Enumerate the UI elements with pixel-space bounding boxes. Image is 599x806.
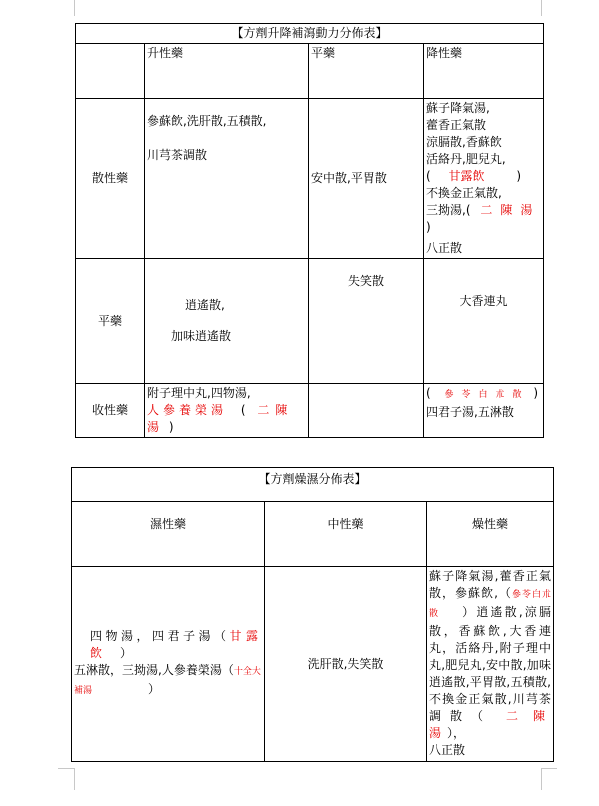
crop-mark-top-left-v (74, 0, 75, 16)
table-ascend-descend (75, 23, 544, 438)
paren-close: ) (426, 220, 431, 234)
cell-text: 藿香正氣散 (426, 118, 487, 132)
formula-red: 參苓白朮散 (429, 590, 551, 619)
cell-text: 逍遙散, (185, 298, 225, 312)
cell-empty (309, 384, 424, 438)
crop-mark-bottom-left-h (58, 768, 74, 769)
crop-mark-bottom-right-h (541, 768, 557, 769)
formula-red: 二陳湯 (480, 203, 541, 217)
paren-open: ( (426, 386, 431, 400)
paren-close: ) (516, 169, 522, 183)
formula-red: 人參養榮湯 (147, 403, 228, 417)
paren-close: ）， (447, 726, 466, 740)
table-title: 【方劑升降補瀉動力分佈表】 (76, 24, 544, 44)
cell-text: 安中散,平胃散 (309, 99, 424, 259)
row-label-flat: 平藥 (76, 259, 145, 384)
formula-red: 甘露飲 (90, 629, 262, 660)
row-label-astringe: 收性藥 (76, 384, 145, 438)
cell-text: 八正散 (429, 743, 466, 757)
cell-text: 涼膈散,香蘇飲 (426, 135, 502, 149)
cell-text: 川芎茶調散 (147, 148, 208, 162)
cell-text: 不換金正氣散, (426, 186, 502, 200)
cell-text: 三拗湯,( (426, 203, 471, 217)
cell-text: 蘇子降氣湯, (426, 101, 490, 115)
paren-open: ( (240, 403, 246, 417)
header-descend: 降性藥 (424, 44, 544, 99)
cell-text: 五淋散，三拗湯,人參養榮湯（ (74, 663, 234, 677)
cell-text: )四君子湯,五淋散 (426, 386, 539, 419)
header-neutral: 中性藥 (265, 502, 427, 567)
formula-red: 二陳湯 (429, 709, 551, 740)
paren-open: ( (426, 169, 431, 183)
header-flat: 平藥 (309, 44, 424, 99)
table-dry-wet (71, 467, 554, 762)
cell-text: 四物湯，四君子湯（ (90, 629, 230, 643)
cell-text: 八正散 (426, 241, 463, 255)
crop-mark-top-right-v (541, 0, 542, 16)
cell-text: 參蘇飲,洗肝散,五積散, (147, 114, 267, 128)
cell-text: 洗肝散,失笑散 (265, 567, 427, 762)
cell-text: 逍遙散,涼膈散，香蘇飲,大香連丸，活絡丹,附子理中丸,肥兒丸,安中散,加味逍遙散,平胃散,五積散,不換金正氣散,川芎茶調散（ (429, 605, 551, 723)
cell-text: 附子理中丸,四物湯, (147, 386, 251, 400)
cell-text: 活絡丹,肥兒丸, (426, 152, 506, 166)
paren-close: ） (120, 646, 133, 660)
formula-red: 十全大補湯 (74, 667, 261, 696)
paren-close: ） (462, 605, 477, 619)
table-title: 【方劑燥濕分佈表】 (72, 468, 554, 502)
crop-mark-bottom-left-v (74, 768, 75, 790)
cell-text: 大香連丸 (424, 259, 544, 384)
header-wet: 濕性藥 (72, 502, 265, 567)
formula-red: 甘露飲 (448, 169, 485, 183)
header-dry: 燥性藥 (427, 502, 554, 567)
row-label-disperse: 散性藥 (76, 99, 145, 259)
formula-red: 參苓白朮散 (444, 390, 530, 400)
formula-red: 二陳湯 (147, 403, 294, 434)
cell-text: 加味逍遙散 (171, 329, 232, 343)
header-ascend: 升性藥 (145, 44, 309, 99)
cell-text: 蘇子降氣湯,藿香正氣散，參蘇飲,（ (429, 569, 551, 600)
header-empty (76, 44, 145, 99)
paren-close: ) (168, 420, 174, 434)
cell-text: 失笑散 (309, 259, 424, 384)
paren-close: ） (148, 682, 161, 696)
crop-mark-bottom-right-v (541, 768, 542, 790)
